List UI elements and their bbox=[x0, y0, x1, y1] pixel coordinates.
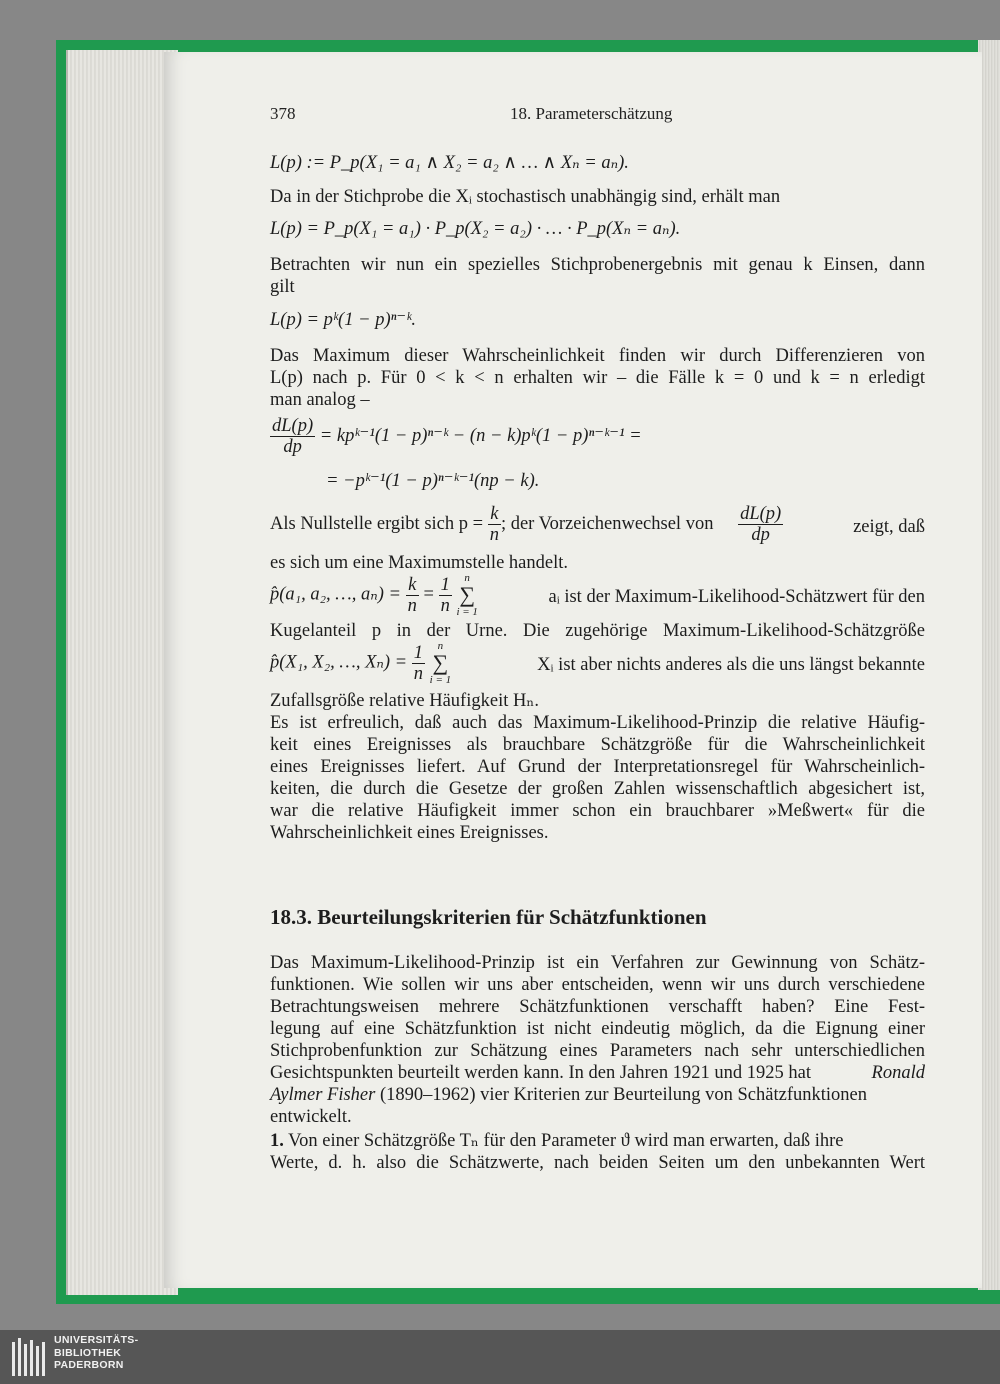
text-line: Das Maximum dieser Wahrscheinlichkeit finden wir durch Differenzieren von bbox=[270, 346, 925, 366]
text-line: Gesichtspunkten beurteilt werden kann. In den Jahren 1921 und 1925 hat Ronald bbox=[270, 1063, 925, 1083]
formula-estimate: p̂(a₁, a₂, …, aₙ) = $\frac{k}{n}$ = $\frac{1}{n}$ n ∑ i = 1 aᵢ ist der Maximum-Likelihood-Schätzwert für den bbox=[270, 572, 925, 618]
text-line: Zufallsgröße relative Häufigkeit Hₙ. bbox=[270, 691, 539, 711]
text-line: keiten, die durch die Gesetze der großen Zahlen wissenschaftlich abgesichert ist, bbox=[270, 779, 925, 799]
fraction: $\frac{dL(p)}{dp}$ bbox=[272, 416, 314, 457]
formula-binomial: L(p) = pᵏ(1 − p)ⁿ⁻ᵏ. bbox=[270, 310, 417, 330]
section-heading: 18.3. Beurteilungskriterien für Schätzfunktionen bbox=[270, 905, 707, 929]
chapter-title: 18. Parameterschätzung bbox=[510, 104, 673, 123]
fraction: $\frac{1}{n}$ bbox=[440, 574, 450, 616]
text-line: Aylmer Fisher (1890–1962) vier Kriterien zur Beurteilung von Schätzfunktionen bbox=[270, 1085, 867, 1105]
text-line: Es ist erfreulich, daß auch das Maximum-Likelihood-Prinzip die relative Häufig- bbox=[270, 713, 925, 733]
page-number: 378 bbox=[270, 104, 296, 123]
text-line: L(p) nach p. Für 0 < k < n erhalten wir – die Fälle k = 0 und k = n erledigt bbox=[270, 368, 925, 388]
fraction: $\frac{k}{n}$ bbox=[489, 504, 499, 545]
text-line: war die relative Häufigkeit immer schon ein brauchbarer »Meßwert« für die bbox=[270, 801, 925, 821]
text-line: gilt bbox=[270, 277, 295, 297]
library-logo-icon bbox=[12, 1338, 48, 1378]
fraction: $\frac{1}{n}$ bbox=[413, 642, 424, 684]
text-line: entwickelt. bbox=[270, 1107, 352, 1127]
fraction: $\frac{k}{n}$ bbox=[407, 574, 417, 616]
text-line: Kugelanteil p in der Urne. Die zugehörige Maximum-Likelihood-Schätzgröße bbox=[270, 621, 925, 641]
text-line-nullstelle: Als Nullstelle ergibt sich p = $\frac{k}{n}$ ; der Vorzeichenwechsel von $\frac{dL(p)}{dp}$ zeigt, daß bbox=[270, 504, 925, 545]
text-line: Stichprobenfunktion zur Schätzung eines Parameters nach sehr unterschiedlichen bbox=[270, 1041, 925, 1061]
text-line: Da in der Stichprobe die Xᵢ stochastisch unabhängig sind, erhält man bbox=[270, 187, 781, 207]
formula-derivative-cont: = −pᵏ⁻¹(1 − p)ⁿ⁻ᵏ⁻¹(np − k). bbox=[326, 471, 540, 491]
formula-estimator: p̂(X₁, X₂, …, Xₙ) = $\frac{1}{n}$ n ∑ i = 1 Xᵢ ist aber nichts anderes als die uns längst bekannte bbox=[270, 640, 925, 686]
text-line: Wahrscheinlichkeit eines Ereignisses. bbox=[270, 823, 549, 843]
text-line: keit eines Ereignisses als brauchbare Schätzgröße für die Wahrscheinlichkeit bbox=[270, 735, 925, 755]
library-name: UNIVERSITÄTS- BIBLIOTHEK PADERBORN bbox=[54, 1334, 139, 1371]
formula-product: L(p) = P_p(X₁ = a₁) · P_p(X₂ = a₂) · … · P_p(Xₙ = aₙ). bbox=[270, 219, 681, 239]
running-head bbox=[270, 104, 925, 128]
text-line: es sich um eine Maximumstelle handelt. bbox=[270, 553, 568, 573]
text-line: Betrachtungsweisen mehrere Schätzfunktionen verschafft haben? Eine Fest- bbox=[270, 997, 925, 1017]
text-line: man analog – bbox=[270, 390, 370, 410]
library-footer bbox=[0, 1330, 1000, 1384]
text-line: 1. Von einer Schätzgröße Tₙ für den Parameter ϑ wird man erwarten, daß ihre bbox=[270, 1131, 844, 1151]
text-line: eines Ereignisses liefert. Auf Grund der Interpretationsregel für Wahrscheinlich- bbox=[270, 757, 925, 777]
page-edges-left bbox=[66, 50, 178, 1295]
formula-likelihood-def: L(p) := P_p(X₁ = a₁ ∧ X₂ = a₂ ∧ … ∧ Xₙ = aₙ). bbox=[270, 153, 629, 173]
text-line: legung auf eine Schätzfunktion ist nicht eindeutig möglich, da die Eignung einer bbox=[270, 1019, 925, 1039]
sum-symbol: n ∑ i = 1 bbox=[456, 572, 478, 618]
sum-symbol: n ∑ i = 1 bbox=[429, 640, 452, 686]
text-line: funktionen. Wie sollen wir uns aber entscheiden, wenn wir uns durch verschiedene bbox=[270, 975, 925, 995]
text-line: Das Maximum-Likelihood-Prinzip ist ein Verfahren zur Gewinnung von Schätz- bbox=[270, 953, 925, 973]
text-line: Werte, d. h. also die Schätzwerte, nach beiden Seiten um den unbekannten Wert bbox=[270, 1153, 925, 1173]
fraction: $\frac{dL(p)}{dp}$ bbox=[740, 504, 782, 545]
formula-derivative: $\frac{dL(p)}{dp}$ = kpᵏ⁻¹(1 − p)ⁿ⁻ᵏ − (n − k)pᵏ(1 − p)ⁿ⁻ᵏ⁻¹ = bbox=[272, 416, 642, 457]
text-line: Betrachten wir nun ein spezielles Stichprobenergebnis mit genau k Einsen, dann bbox=[270, 255, 925, 275]
